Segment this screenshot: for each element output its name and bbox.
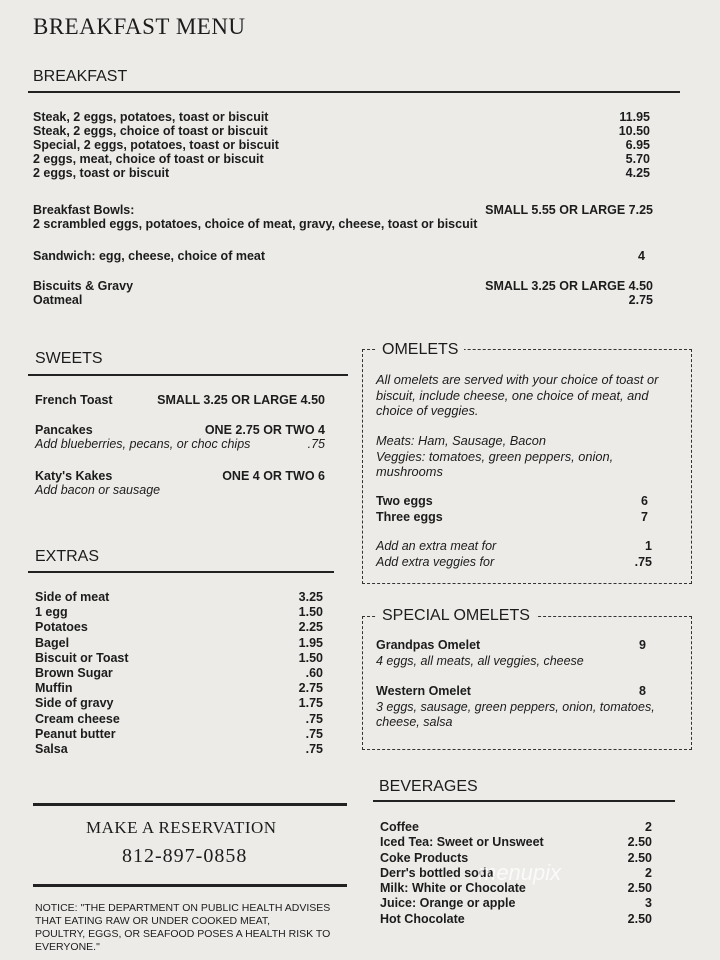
beverage-row: Milk: White or Chocolate 2.50 bbox=[380, 881, 652, 896]
reservation-phone: 812-897-0858 bbox=[122, 845, 248, 867]
health-notice: NOTICE: "THE DEPARTMENT ON PUBLIC HEALTH ADVISES THAT EATING RAW OR UNDER COOKED MEAT, POULTRY, EGGS, OR SEAFOOD POSES A HEALTH RISK TO EVERYONE." bbox=[35, 902, 331, 953]
breakfast-list bbox=[33, 110, 650, 180]
extras-row: Muffin 2.75 bbox=[35, 681, 323, 696]
breakfast-row: 2 eggs, toast or biscuit 4.25 bbox=[33, 166, 650, 180]
beverage-row: Hot Chocolate 2.50 bbox=[380, 911, 652, 926]
pancakes-row: Pancakes ONE 2.75 OR TWO 4 Add blueberries, pecans, or choc chips .75 bbox=[35, 423, 325, 451]
extras-row: Side of gravy 1.75 bbox=[35, 696, 323, 711]
sandwich-row: Sandwich: egg, cheese, choice of meat 4 bbox=[33, 249, 645, 263]
watermark-logo: menupix bbox=[478, 860, 562, 885]
sweets-heading: SWEETS bbox=[35, 350, 103, 367]
page-title: BREAKFAST MENU bbox=[33, 14, 246, 39]
reservation-top-rule bbox=[33, 803, 347, 806]
omelet-row: Three eggs 7 bbox=[376, 509, 648, 524]
beverage-row: Coke Products 2.50 bbox=[380, 850, 652, 865]
biscuits-oatmeal: Biscuits & Gravy SMALL 3.25 OR LARGE 4.50 Oatmeal 2.75 bbox=[33, 279, 653, 307]
breakfast-row: Steak, 2 eggs, potatoes, toast or biscuit 11.95 bbox=[33, 110, 650, 124]
omelets-addons bbox=[376, 539, 652, 570]
sweets-rule bbox=[28, 374, 348, 376]
beverage-row: Coffee 2 bbox=[380, 820, 652, 834]
katys-kakes-row: Katy's Kakes ONE 4 OR TWO 6 Add bacon or sausage bbox=[35, 469, 325, 497]
breakfast-bowls: Breakfast Bowls: SMALL 5.55 OR LARGE 7.25 2 scrambled eggs, potatoes, choice of meat, gravy, cheese, toast or biscuit bbox=[33, 203, 653, 231]
beverage-row: Iced Tea: Sweet or Unsweet 2.50 bbox=[380, 835, 652, 850]
beverage-row: Juice: Orange or apple 3 bbox=[380, 896, 652, 911]
special-omelets-heading: SPECIAL OMELETS bbox=[376, 607, 536, 625]
breakfast-row: 2 eggs, meat, choice of toast or biscuit 5.70 bbox=[33, 152, 650, 166]
french-toast-row: French Toast SMALL 3.25 OR LARGE 4.50 bbox=[35, 393, 325, 407]
extras-row: Peanut butter .75 bbox=[35, 726, 323, 741]
breakfast-rule bbox=[28, 91, 680, 93]
extras-row: Potatoes 2.25 bbox=[35, 620, 323, 635]
extras-row: Biscuit or Toast 1.50 bbox=[35, 650, 323, 665]
breakfast-row: Special, 2 eggs, potatoes, toast or biscuit 6.95 bbox=[33, 138, 650, 152]
omelets-intro: All omelets are served with your choice of toast or biscuit, include cheese, one choice of meat, and choice of veggies. bbox=[376, 372, 659, 418]
beverages-heading: BEVERAGES bbox=[379, 778, 478, 795]
reservation-bottom-rule bbox=[33, 884, 347, 887]
breakfast-row: Steak, 2 eggs, choice of toast or biscuit 10.50 bbox=[33, 124, 650, 138]
reservation-label: MAKE A RESERVATION bbox=[86, 818, 277, 837]
extras-list bbox=[35, 590, 323, 757]
extras-row: Bagel 1.95 bbox=[35, 635, 323, 650]
omelets-prices bbox=[376, 494, 648, 525]
extras-row: Salsa .75 bbox=[35, 742, 323, 757]
omelets-options: Meats: Ham, Sausage, Bacon Veggies: tomatoes, green peppers, onion, mushrooms bbox=[376, 433, 614, 479]
extras-row: 1 egg 1.50 bbox=[35, 605, 323, 620]
omelet-row: Two eggs 6 bbox=[376, 494, 648, 508]
extras-row: Side of meat 3.25 bbox=[35, 590, 323, 604]
extras-row: Cream cheese .75 bbox=[35, 711, 323, 726]
omelets-heading: OMELETS bbox=[376, 341, 464, 359]
extras-row: Brown Sugar .60 bbox=[35, 666, 323, 681]
omelet-addon-row: Add extra veggies for .75 bbox=[376, 554, 652, 569]
extras-heading: EXTRAS bbox=[35, 548, 100, 565]
grandpas-omelet: Grandpas Omelet 9 4 eggs, all meats, all veggies, cheese bbox=[376, 638, 646, 668]
beverage-row: Derr's bottled soda 2 bbox=[380, 865, 652, 880]
western-omelet: Western Omelet 8 3 eggs, sausage, green peppers, onion, tomatoes, cheese, salsa bbox=[376, 684, 655, 729]
omelet-addon-row: Add an extra meat for 1 bbox=[376, 539, 652, 553]
beverages-rule bbox=[373, 800, 675, 802]
breakfast-heading: BREAKFAST bbox=[33, 68, 128, 85]
extras-rule bbox=[28, 571, 334, 573]
